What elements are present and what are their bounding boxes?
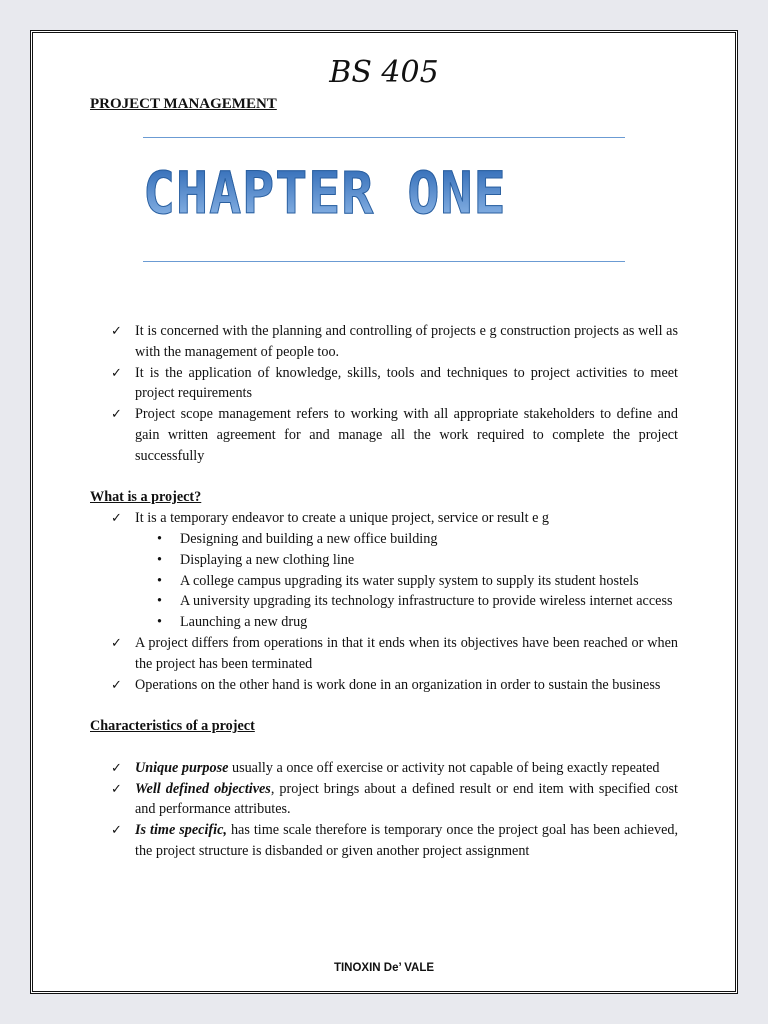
example-item: • A college campus upgrading its water supply system to supply its student hostels xyxy=(135,571,678,592)
bullet-icon: • xyxy=(157,530,162,547)
subject-title: PROJECT MANAGEMENT xyxy=(90,96,277,112)
bullet-icon: • xyxy=(157,593,162,610)
check-icon: ✓ xyxy=(111,759,122,775)
examples-list xyxy=(135,529,678,633)
intro-item: ✓ It is concerned with the planning and controlling of projects e g construction projects as well as with the management of people too. xyxy=(111,323,678,360)
bullet-icon: • xyxy=(157,551,162,568)
characteristic-term: Well defined objectives xyxy=(135,780,271,797)
intro-item: ✓ It is the application of knowledge, skills, tools and techniques to project activities to meet project requirements xyxy=(111,364,678,402)
characteristics-list xyxy=(90,758,678,862)
footer-author: TINOXIN De’ VALE xyxy=(333,962,435,974)
intro-list xyxy=(90,321,678,467)
bullet-icon: • xyxy=(157,572,162,589)
check-icon: ✓ xyxy=(111,510,122,526)
characteristic-term: Is time specific, xyxy=(135,822,227,839)
example-item: • Launching a new drug xyxy=(135,612,678,633)
check-icon: ✓ xyxy=(111,676,122,692)
project-definition: ✓ It is a temporary endeavor to create a unique project, service or result e g • Designing and building a new office building • Displaying a new clothing line • A college campus upgrading its water supply system to supply its student hostels • A university upgrading its technology infrastructure to provide wireless internet access • Launching a new drug xyxy=(90,508,678,633)
project-point: ✓ Operations on the other hand is work done in an organization in order to sustain the business xyxy=(90,675,678,696)
chapter-title: CHAPTER ONE xyxy=(143,163,529,223)
check-icon: ✓ xyxy=(111,822,122,838)
characteristic-item: ✓ Unique purpose usually a once off exercise or activity not capable of being exactly repeated xyxy=(90,758,678,779)
document-page xyxy=(30,30,738,994)
check-icon: ✓ xyxy=(111,364,122,380)
characteristics-heading: Characteristics of a project xyxy=(90,718,255,735)
what-is-project-heading: What is a project? xyxy=(90,489,202,506)
characteristic-term: Unique purpose xyxy=(135,759,229,776)
characteristic-item: ✓ Is time specific, has time scale therefore is temporary once the project goal has been achieved, the project structure is disbanded or given another project assignment xyxy=(111,822,679,859)
bottom-divider xyxy=(143,261,625,262)
check-icon: ✓ xyxy=(111,634,122,650)
project-point: ✓ A project differs from operations in that it ends when its objectives have been reached or when the project has been terminated xyxy=(111,634,678,672)
example-item: • A university upgrading its technology infrastructure to provide wireless internet access xyxy=(135,591,678,612)
project-list xyxy=(90,508,678,695)
example-item: • Designing and building a new office building xyxy=(135,529,678,550)
top-divider xyxy=(143,137,625,138)
check-icon: ✓ xyxy=(111,406,122,422)
characteristic-item: ✓ Well defined objectives, project brings about a defined result or end item with specified cost and performance attributes. xyxy=(111,780,678,818)
bullet-icon: • xyxy=(157,614,162,631)
document-body xyxy=(90,321,678,862)
course-code: BS 405 xyxy=(329,55,439,90)
check-icon: ✓ xyxy=(111,780,122,796)
check-icon: ✓ xyxy=(111,323,122,338)
example-item: • Displaying a new clothing line xyxy=(135,550,678,571)
intro-item: ✓ Project scope management refers to working with all appropriate stakeholders to define and gain written agreement for and manage all the work required to complete the project successfully xyxy=(111,406,678,464)
chapter-heading xyxy=(143,159,563,253)
